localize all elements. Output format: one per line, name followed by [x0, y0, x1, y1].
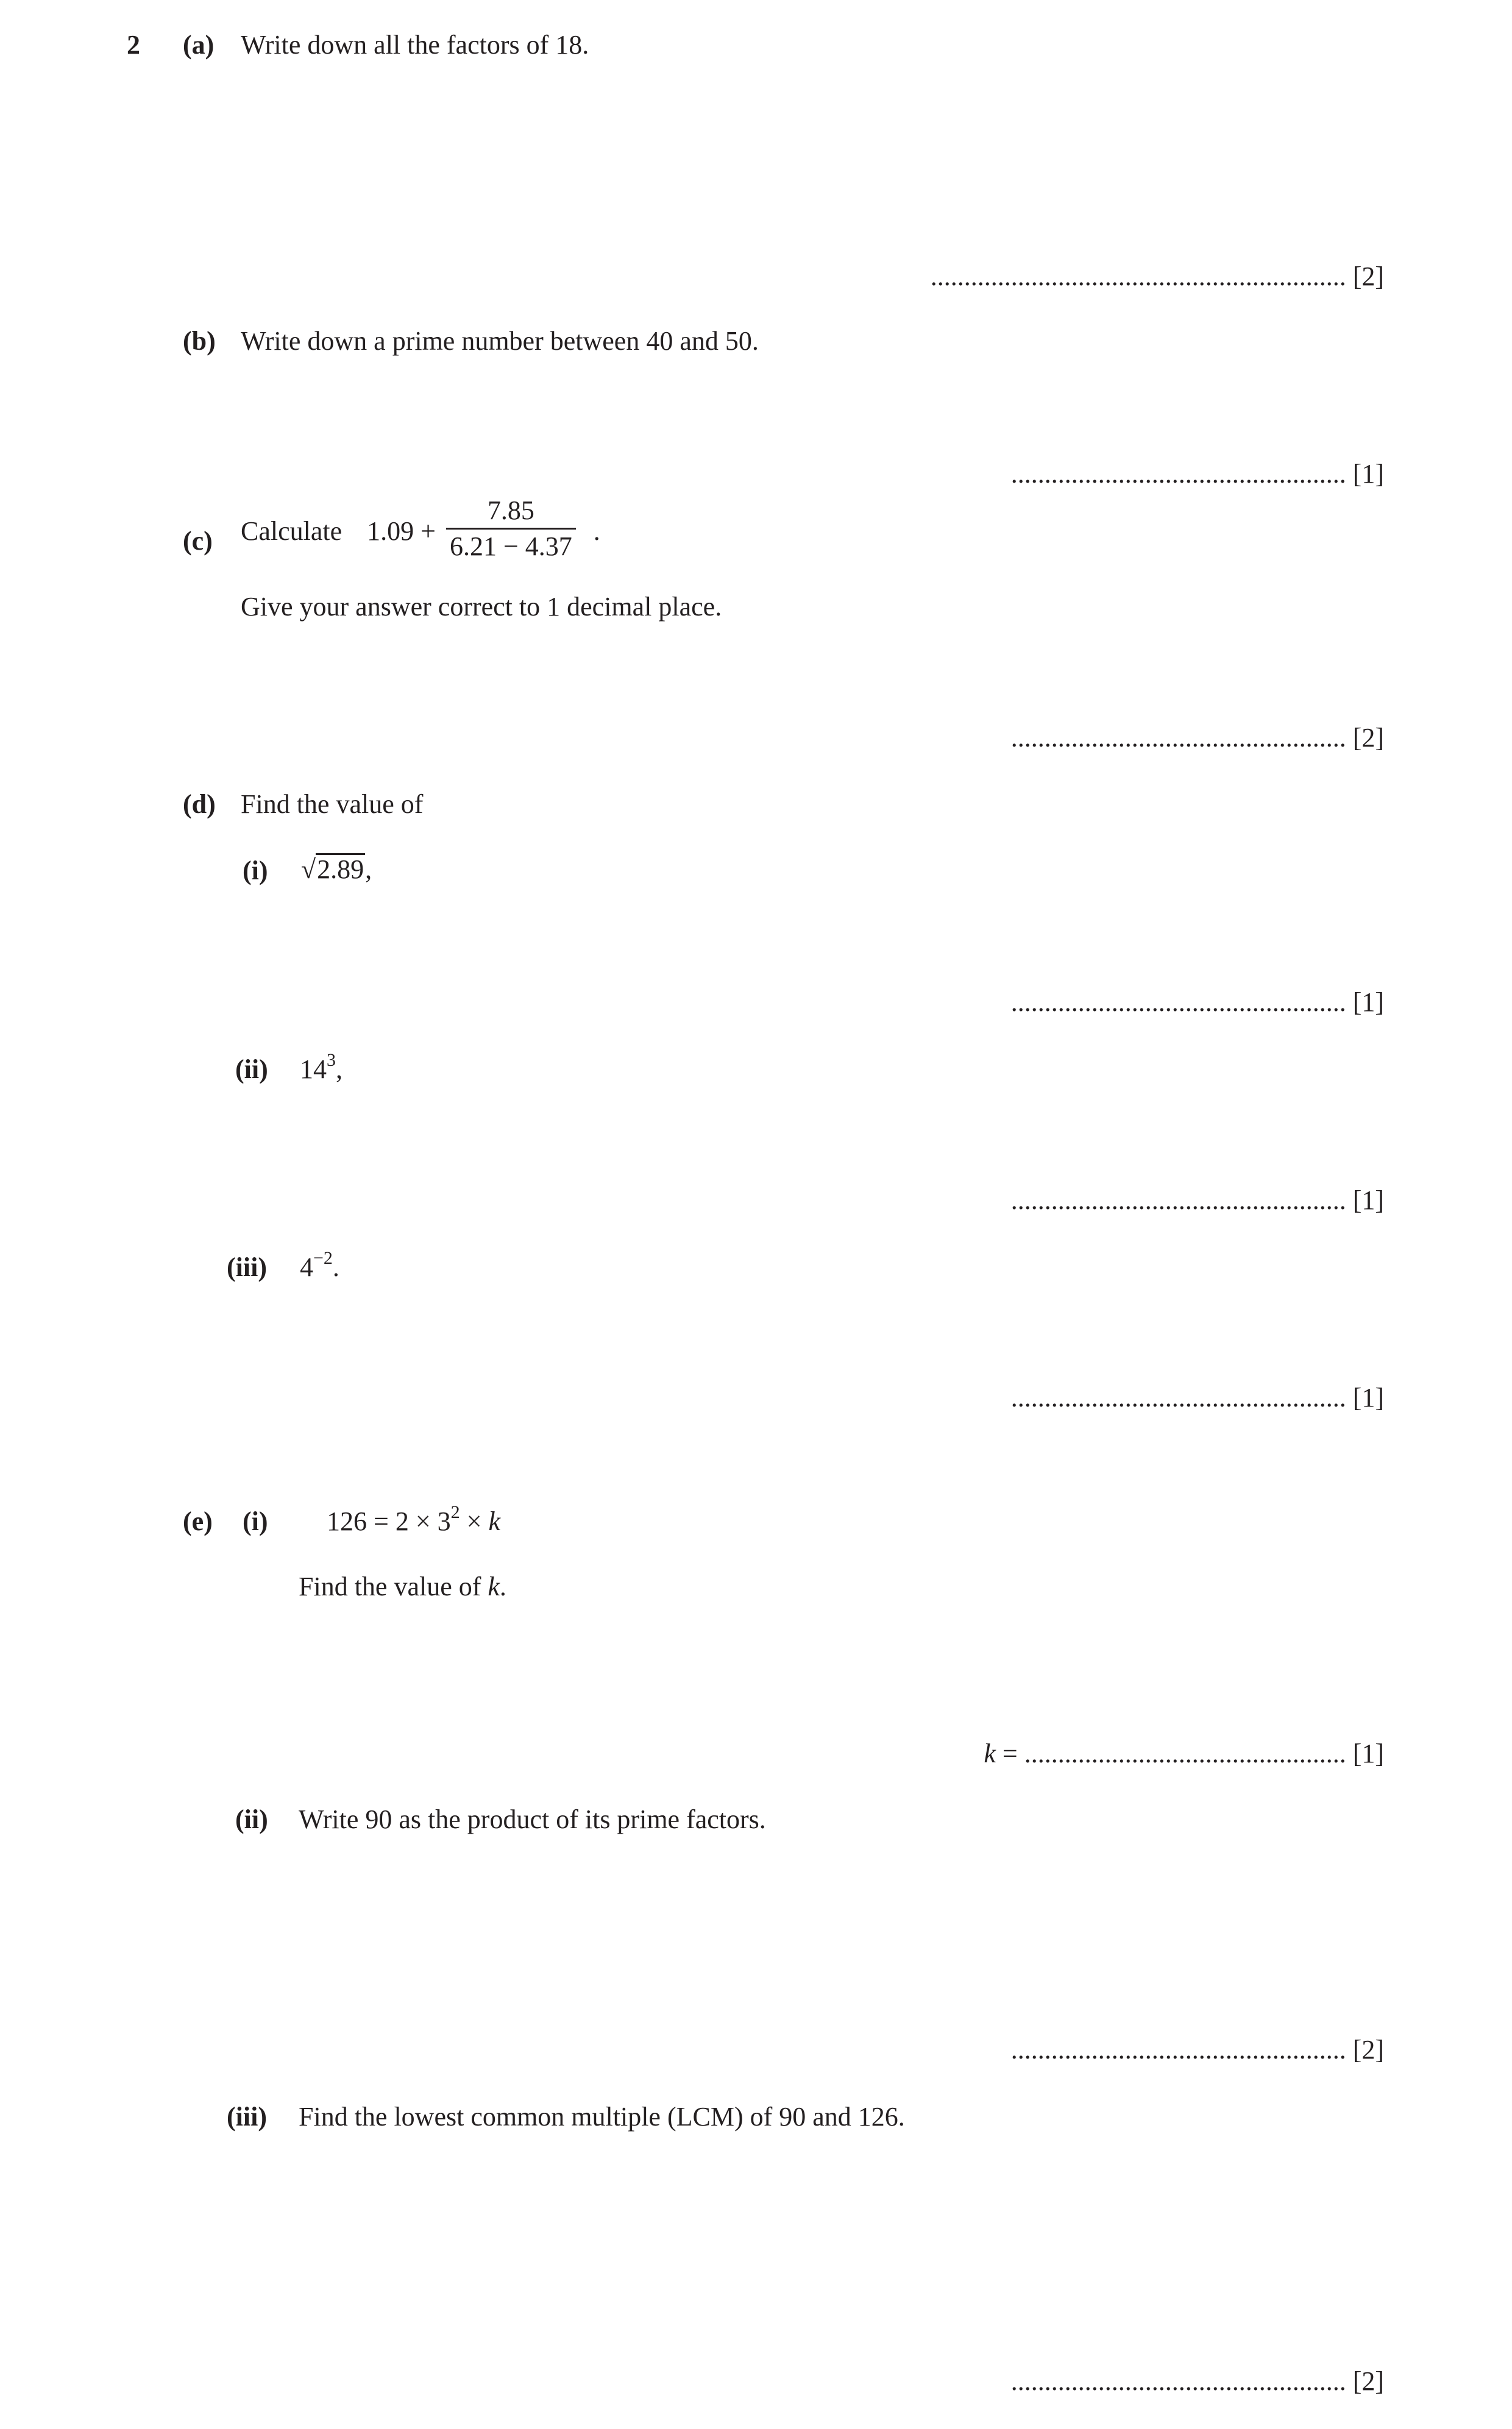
- power-exponent: −2: [313, 1248, 333, 1268]
- answer-dots: ................................................: [1024, 1739, 1346, 1768]
- equation-exponent: 2: [450, 1502, 460, 1522]
- instruction-end: .: [499, 1572, 506, 1601]
- power-base: 14: [300, 1054, 327, 1084]
- part-c-answer-line[interactable]: [1011, 725, 1384, 751]
- part-e-ii-question: Write 90 as the product of its prime factors.: [299, 1804, 766, 1834]
- trail-punct: ,: [365, 854, 372, 884]
- part-d-question: Find the value of: [241, 789, 424, 819]
- part-e-iii-question: Find the lowest common multiple (LCM) of 90 and 126.: [299, 2102, 905, 2132]
- power-base: 4: [300, 1252, 313, 1282]
- part-e-iii-label: (iii): [227, 2102, 267, 2132]
- part-d-ii-answer-line[interactable]: [1011, 1187, 1384, 1214]
- answer-dots: ..................................................: [1010, 987, 1346, 1017]
- marks-label: [1]: [1352, 1185, 1384, 1215]
- question-number: 2: [127, 30, 140, 60]
- sqrt-radicand: 2.89: [317, 854, 364, 884]
- equation-times: ×: [460, 1506, 489, 1536]
- answer-dots: ..................................................: [1010, 1383, 1346, 1413]
- part-d-i-answer-line[interactable]: [1011, 989, 1384, 1016]
- part-e-iii-answer-line[interactable]: [1011, 2368, 1384, 2395]
- part-b-label: (b): [183, 326, 216, 356]
- part-d-label: (d): [183, 789, 216, 819]
- part-e-i-answer-line[interactable]: [984, 1740, 1384, 1767]
- equation-lead: 126 = 2 × 3: [327, 1506, 451, 1536]
- fraction-denominator: 6.21 − 4.37: [446, 528, 576, 560]
- marks-label: [2]: [1352, 261, 1384, 291]
- equation-variable: k: [488, 1506, 500, 1536]
- part-c-label: (c): [183, 526, 213, 556]
- part-d-i-label: (i): [243, 856, 268, 885]
- sqrt-icon: √: [301, 854, 316, 884]
- expr-lead: 1.09 +: [367, 516, 436, 546]
- part-e-ii-label: (ii): [235, 1804, 268, 1834]
- answer-prefix-equals: =: [995, 1739, 1024, 1768]
- calculate-word: Calculate: [241, 516, 343, 546]
- marks-label: [2]: [1352, 2035, 1384, 2065]
- square-root: [301, 853, 365, 883]
- marks-label: [1]: [1352, 1383, 1384, 1413]
- fraction-numerator: 7.85: [487, 495, 534, 525]
- marks-label: [1]: [1352, 459, 1384, 489]
- part-a-label: (a): [183, 30, 215, 60]
- part-e-ii-answer-line[interactable]: [1011, 2037, 1384, 2063]
- power-exponent: 3: [327, 1050, 336, 1070]
- instruction-variable: k: [488, 1572, 500, 1601]
- part-e-i-equation: [327, 1502, 500, 1536]
- answer-dots: ..................................................: [1010, 723, 1346, 753]
- part-d-ii-label: (ii): [235, 1054, 268, 1084]
- trail-punct: ,: [336, 1054, 343, 1084]
- marks-label: [1]: [1352, 1739, 1384, 1768]
- part-b-answer-line[interactable]: [1011, 461, 1384, 488]
- instruction-lead: Find the value of: [299, 1572, 488, 1601]
- part-e-i-instruction: [299, 1573, 506, 1600]
- marks-label: [1]: [1352, 987, 1384, 1017]
- part-d-iii-answer-line[interactable]: [1011, 1385, 1384, 1411]
- part-a-question: Write down all the factors of 18.: [241, 30, 589, 60]
- part-c-expression: [241, 495, 600, 562]
- part-e-i-label: (i): [243, 1506, 268, 1536]
- part-a-answer-line[interactable]: [931, 263, 1384, 290]
- answer-prefix-variable: k: [984, 1739, 996, 1768]
- answer-dots: ..................................................: [1010, 459, 1346, 489]
- answer-dots: ..............................................................: [930, 261, 1346, 291]
- part-c-instruction: Give your answer correct to 1 decimal place.: [241, 592, 722, 622]
- part-b-question: Write down a prime number between 40 and 50.: [241, 326, 759, 356]
- part-d-iii-label: (iii): [227, 1252, 267, 1282]
- expr-end: .: [593, 516, 600, 546]
- part-d-ii-expression: [300, 1050, 343, 1084]
- answer-dots: ..................................................: [1010, 2366, 1346, 2396]
- marks-label: [2]: [1352, 2366, 1384, 2396]
- trail-punct: .: [332, 1252, 339, 1282]
- fraction: [446, 497, 576, 560]
- answer-dots: ..................................................: [1010, 1185, 1346, 1215]
- marks-label: [2]: [1352, 723, 1384, 753]
- part-d-iii-expression: [300, 1248, 339, 1282]
- answer-dots: ..................................................: [1010, 2035, 1346, 2065]
- part-e-label: (e): [183, 1506, 213, 1536]
- part-d-i-expression: [301, 853, 372, 883]
